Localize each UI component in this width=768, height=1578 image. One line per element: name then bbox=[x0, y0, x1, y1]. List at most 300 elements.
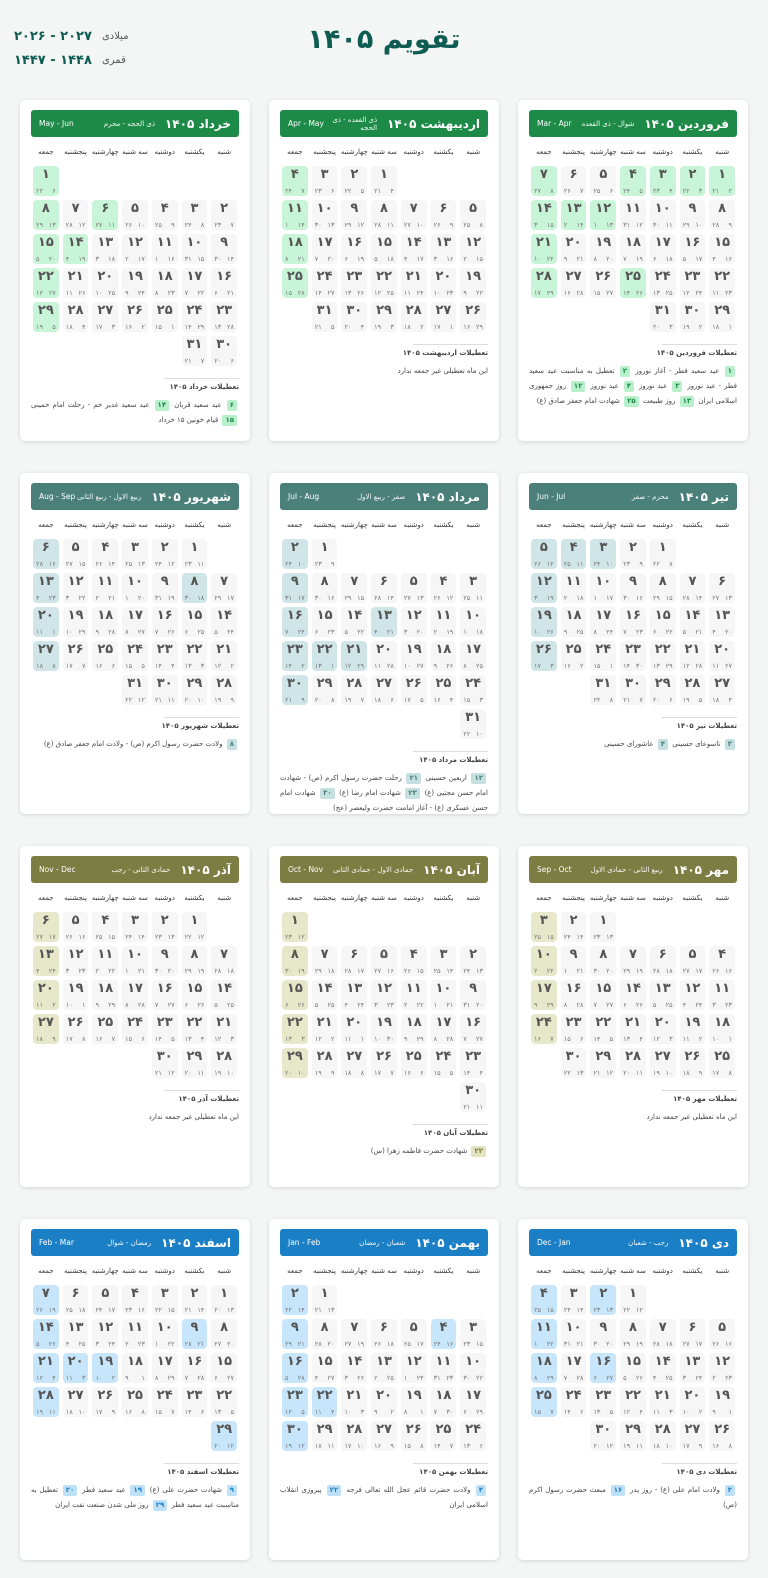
day-cell[interactable] bbox=[182, 607, 208, 637]
day-cell[interactable] bbox=[92, 573, 118, 603]
day-cell[interactable] bbox=[63, 980, 89, 1010]
day-cell[interactable] bbox=[122, 302, 148, 332]
day-cell[interactable] bbox=[92, 539, 118, 569]
day-cell[interactable] bbox=[561, 607, 587, 637]
day-cell[interactable] bbox=[590, 607, 616, 637]
day-cell[interactable] bbox=[680, 675, 706, 705]
day-cell[interactable] bbox=[152, 980, 178, 1010]
day-cell[interactable] bbox=[282, 166, 308, 196]
day-cell[interactable] bbox=[33, 539, 59, 569]
day-cell[interactable] bbox=[341, 302, 367, 332]
day-cell[interactable] bbox=[680, 200, 706, 230]
day-cell[interactable] bbox=[92, 912, 118, 942]
day-cell[interactable] bbox=[152, 1353, 178, 1383]
day-cell[interactable] bbox=[152, 1048, 178, 1078]
day-cell[interactable] bbox=[341, 573, 367, 603]
day-cell[interactable] bbox=[341, 1048, 367, 1078]
day-cell[interactable] bbox=[531, 200, 557, 230]
day-cell[interactable] bbox=[650, 302, 676, 332]
day-cell[interactable] bbox=[63, 573, 89, 603]
day-cell[interactable] bbox=[460, 1387, 486, 1417]
day-cell[interactable] bbox=[182, 268, 208, 298]
day-cell[interactable] bbox=[531, 946, 557, 976]
day-cell[interactable] bbox=[709, 607, 735, 637]
day-cell[interactable] bbox=[590, 1353, 616, 1383]
day-cell[interactable] bbox=[650, 573, 676, 603]
day-cell[interactable] bbox=[401, 607, 427, 637]
day-cell[interactable] bbox=[620, 641, 646, 671]
day-cell[interactable] bbox=[92, 1014, 118, 1044]
day-cell[interactable] bbox=[709, 946, 735, 976]
day-cell[interactable] bbox=[590, 1014, 616, 1044]
day-cell[interactable] bbox=[63, 1387, 89, 1417]
day-cell[interactable] bbox=[211, 980, 237, 1010]
day-cell[interactable] bbox=[282, 573, 308, 603]
day-cell[interactable] bbox=[63, 302, 89, 332]
day-cell[interactable] bbox=[211, 675, 237, 705]
day-cell[interactable] bbox=[312, 539, 338, 569]
day-cell[interactable] bbox=[341, 234, 367, 264]
day-cell[interactable] bbox=[341, 607, 367, 637]
day-cell[interactable] bbox=[620, 234, 646, 264]
day-cell[interactable] bbox=[561, 1048, 587, 1078]
day-cell[interactable] bbox=[92, 1353, 118, 1383]
day-cell[interactable] bbox=[590, 539, 616, 569]
day-cell[interactable] bbox=[152, 912, 178, 942]
day-cell[interactable] bbox=[531, 912, 557, 942]
day-cell[interactable] bbox=[561, 1014, 587, 1044]
day-cell[interactable] bbox=[211, 1319, 237, 1349]
day-cell[interactable] bbox=[282, 1353, 308, 1383]
day-cell[interactable] bbox=[282, 268, 308, 298]
day-cell[interactable] bbox=[341, 980, 367, 1010]
day-cell[interactable] bbox=[282, 1387, 308, 1417]
day-cell[interactable] bbox=[460, 1048, 486, 1078]
day-cell[interactable] bbox=[211, 234, 237, 264]
day-cell[interactable] bbox=[152, 1285, 178, 1315]
day-cell[interactable] bbox=[680, 1353, 706, 1383]
day-cell[interactable] bbox=[182, 1048, 208, 1078]
day-cell[interactable] bbox=[33, 607, 59, 637]
day-cell[interactable] bbox=[152, 1387, 178, 1417]
day-cell[interactable] bbox=[460, 946, 486, 976]
day-cell[interactable] bbox=[152, 641, 178, 671]
day-cell[interactable] bbox=[431, 675, 457, 705]
day-cell[interactable] bbox=[431, 1387, 457, 1417]
day-cell[interactable] bbox=[341, 166, 367, 196]
day-cell[interactable] bbox=[401, 980, 427, 1010]
day-cell[interactable] bbox=[561, 200, 587, 230]
day-cell[interactable] bbox=[282, 675, 308, 705]
day-cell[interactable] bbox=[371, 573, 397, 603]
day-cell[interactable] bbox=[650, 675, 676, 705]
day-cell[interactable] bbox=[312, 268, 338, 298]
day-cell[interactable] bbox=[561, 539, 587, 569]
day-cell[interactable] bbox=[182, 234, 208, 264]
day-cell[interactable] bbox=[401, 1353, 427, 1383]
day-cell[interactable] bbox=[590, 641, 616, 671]
day-cell[interactable] bbox=[341, 946, 367, 976]
day-cell[interactable] bbox=[371, 946, 397, 976]
day-cell[interactable] bbox=[282, 234, 308, 264]
day-cell[interactable] bbox=[122, 1014, 148, 1044]
day-cell[interactable] bbox=[341, 200, 367, 230]
day-cell[interactable] bbox=[709, 1014, 735, 1044]
day-cell[interactable] bbox=[531, 234, 557, 264]
day-cell[interactable] bbox=[63, 912, 89, 942]
day-cell[interactable] bbox=[620, 1014, 646, 1044]
day-cell[interactable] bbox=[680, 980, 706, 1010]
day-cell[interactable] bbox=[122, 912, 148, 942]
day-cell[interactable] bbox=[531, 1285, 557, 1315]
day-cell[interactable] bbox=[92, 607, 118, 637]
day-cell[interactable] bbox=[312, 946, 338, 976]
day-cell[interactable] bbox=[620, 539, 646, 569]
day-cell[interactable] bbox=[460, 1421, 486, 1451]
day-cell[interactable] bbox=[401, 1387, 427, 1417]
day-cell[interactable] bbox=[182, 336, 208, 366]
day-cell[interactable] bbox=[680, 1421, 706, 1451]
day-cell[interactable] bbox=[182, 573, 208, 603]
day-cell[interactable] bbox=[620, 607, 646, 637]
day-cell[interactable] bbox=[371, 1353, 397, 1383]
day-cell[interactable] bbox=[650, 1014, 676, 1044]
day-cell[interactable] bbox=[431, 641, 457, 671]
day-cell[interactable] bbox=[590, 1048, 616, 1078]
day-cell[interactable] bbox=[211, 1048, 237, 1078]
day-cell[interactable] bbox=[282, 946, 308, 976]
day-cell[interactable] bbox=[211, 1285, 237, 1315]
day-cell[interactable] bbox=[63, 1285, 89, 1315]
day-cell[interactable] bbox=[401, 1048, 427, 1078]
day-cell[interactable] bbox=[282, 980, 308, 1010]
day-cell[interactable] bbox=[650, 1421, 676, 1451]
day-cell[interactable] bbox=[341, 268, 367, 298]
day-cell[interactable] bbox=[680, 607, 706, 637]
day-cell[interactable] bbox=[92, 1387, 118, 1417]
day-cell[interactable] bbox=[709, 1387, 735, 1417]
day-cell[interactable] bbox=[401, 946, 427, 976]
day-cell[interactable] bbox=[650, 200, 676, 230]
day-cell[interactable] bbox=[650, 234, 676, 264]
day-cell[interactable] bbox=[371, 234, 397, 264]
day-cell[interactable] bbox=[460, 980, 486, 1010]
day-cell[interactable] bbox=[531, 268, 557, 298]
day-cell[interactable] bbox=[680, 1014, 706, 1044]
day-cell[interactable] bbox=[33, 1353, 59, 1383]
day-cell[interactable] bbox=[312, 641, 338, 671]
day-cell[interactable] bbox=[431, 1421, 457, 1451]
day-cell[interactable] bbox=[531, 1353, 557, 1383]
day-cell[interactable] bbox=[152, 1014, 178, 1044]
day-cell[interactable] bbox=[590, 946, 616, 976]
day-cell[interactable] bbox=[312, 234, 338, 264]
day-cell[interactable] bbox=[92, 200, 118, 230]
day-cell[interactable] bbox=[122, 675, 148, 705]
day-cell[interactable] bbox=[401, 268, 427, 298]
day-cell[interactable] bbox=[709, 675, 735, 705]
day-cell[interactable] bbox=[63, 539, 89, 569]
day-cell[interactable] bbox=[531, 539, 557, 569]
day-cell[interactable] bbox=[211, 302, 237, 332]
day-cell[interactable] bbox=[371, 1014, 397, 1044]
day-cell[interactable] bbox=[531, 166, 557, 196]
day-cell[interactable] bbox=[401, 1421, 427, 1451]
day-cell[interactable] bbox=[312, 166, 338, 196]
day-cell[interactable] bbox=[650, 268, 676, 298]
day-cell[interactable] bbox=[182, 675, 208, 705]
day-cell[interactable] bbox=[590, 268, 616, 298]
day-cell[interactable] bbox=[680, 302, 706, 332]
day-cell[interactable] bbox=[312, 1014, 338, 1044]
day-cell[interactable] bbox=[401, 302, 427, 332]
day-cell[interactable] bbox=[650, 946, 676, 976]
day-cell[interactable] bbox=[620, 1387, 646, 1417]
day-cell[interactable] bbox=[33, 573, 59, 603]
day-cell[interactable] bbox=[680, 234, 706, 264]
day-cell[interactable] bbox=[92, 234, 118, 264]
day-cell[interactable] bbox=[182, 641, 208, 671]
day-cell[interactable] bbox=[371, 1387, 397, 1417]
day-cell[interactable] bbox=[182, 539, 208, 569]
day-cell[interactable] bbox=[312, 573, 338, 603]
day-cell[interactable] bbox=[152, 675, 178, 705]
day-cell[interactable] bbox=[531, 1014, 557, 1044]
day-cell[interactable] bbox=[709, 234, 735, 264]
day-cell[interactable] bbox=[650, 1353, 676, 1383]
day-cell[interactable] bbox=[590, 573, 616, 603]
day-cell[interactable] bbox=[460, 268, 486, 298]
day-cell[interactable] bbox=[401, 573, 427, 603]
day-cell[interactable] bbox=[371, 1421, 397, 1451]
day-cell[interactable] bbox=[680, 1319, 706, 1349]
day-cell[interactable] bbox=[122, 1319, 148, 1349]
day-cell[interactable] bbox=[620, 200, 646, 230]
day-cell[interactable] bbox=[561, 641, 587, 671]
day-cell[interactable] bbox=[312, 302, 338, 332]
day-cell[interactable] bbox=[63, 1014, 89, 1044]
day-cell[interactable] bbox=[211, 641, 237, 671]
day-cell[interactable] bbox=[122, 607, 148, 637]
day-cell[interactable] bbox=[152, 1319, 178, 1349]
day-cell[interactable] bbox=[371, 1319, 397, 1349]
day-cell[interactable] bbox=[33, 1014, 59, 1044]
day-cell[interactable] bbox=[63, 607, 89, 637]
day-cell[interactable] bbox=[341, 675, 367, 705]
day-cell[interactable] bbox=[531, 607, 557, 637]
day-cell[interactable] bbox=[620, 166, 646, 196]
day-cell[interactable] bbox=[371, 268, 397, 298]
day-cell[interactable] bbox=[680, 1387, 706, 1417]
day-cell[interactable] bbox=[709, 302, 735, 332]
day-cell[interactable] bbox=[590, 1285, 616, 1315]
day-cell[interactable] bbox=[33, 268, 59, 298]
day-cell[interactable] bbox=[152, 268, 178, 298]
day-cell[interactable] bbox=[680, 573, 706, 603]
day-cell[interactable] bbox=[460, 1353, 486, 1383]
day-cell[interactable] bbox=[122, 946, 148, 976]
day-cell[interactable] bbox=[312, 980, 338, 1010]
day-cell[interactable] bbox=[650, 539, 676, 569]
day-cell[interactable] bbox=[431, 234, 457, 264]
day-cell[interactable] bbox=[590, 912, 616, 942]
day-cell[interactable] bbox=[650, 607, 676, 637]
day-cell[interactable] bbox=[401, 1319, 427, 1349]
day-cell[interactable] bbox=[620, 1421, 646, 1451]
day-cell[interactable] bbox=[431, 607, 457, 637]
day-cell[interactable] bbox=[431, 1319, 457, 1349]
day-cell[interactable] bbox=[33, 1285, 59, 1315]
day-cell[interactable] bbox=[63, 1319, 89, 1349]
day-cell[interactable] bbox=[152, 607, 178, 637]
day-cell[interactable] bbox=[182, 1387, 208, 1417]
day-cell[interactable] bbox=[709, 980, 735, 1010]
day-cell[interactable] bbox=[152, 946, 178, 976]
day-cell[interactable] bbox=[92, 1285, 118, 1315]
day-cell[interactable] bbox=[341, 641, 367, 671]
day-cell[interactable] bbox=[709, 1353, 735, 1383]
day-cell[interactable] bbox=[152, 200, 178, 230]
day-cell[interactable] bbox=[63, 1353, 89, 1383]
day-cell[interactable] bbox=[460, 607, 486, 637]
day-cell[interactable] bbox=[312, 1319, 338, 1349]
day-cell[interactable] bbox=[590, 675, 616, 705]
day-cell[interactable] bbox=[590, 980, 616, 1010]
day-cell[interactable] bbox=[92, 641, 118, 671]
day-cell[interactable] bbox=[709, 641, 735, 671]
day-cell[interactable] bbox=[561, 234, 587, 264]
day-cell[interactable] bbox=[211, 946, 237, 976]
day-cell[interactable] bbox=[182, 1319, 208, 1349]
day-cell[interactable] bbox=[431, 268, 457, 298]
day-cell[interactable] bbox=[431, 302, 457, 332]
day-cell[interactable] bbox=[709, 1048, 735, 1078]
day-cell[interactable] bbox=[709, 573, 735, 603]
day-cell[interactable] bbox=[63, 234, 89, 264]
day-cell[interactable] bbox=[431, 1014, 457, 1044]
day-cell[interactable] bbox=[33, 166, 59, 196]
day-cell[interactable] bbox=[590, 1319, 616, 1349]
day-cell[interactable] bbox=[63, 268, 89, 298]
day-cell[interactable] bbox=[341, 1319, 367, 1349]
day-cell[interactable] bbox=[312, 1048, 338, 1078]
day-cell[interactable] bbox=[371, 1048, 397, 1078]
day-cell[interactable] bbox=[650, 1387, 676, 1417]
day-cell[interactable] bbox=[282, 1421, 308, 1451]
day-cell[interactable] bbox=[63, 946, 89, 976]
day-cell[interactable] bbox=[33, 1319, 59, 1349]
day-cell[interactable] bbox=[33, 980, 59, 1010]
day-cell[interactable] bbox=[282, 1285, 308, 1315]
day-cell[interactable] bbox=[431, 946, 457, 976]
day-cell[interactable] bbox=[620, 1048, 646, 1078]
day-cell[interactable] bbox=[401, 641, 427, 671]
day-cell[interactable] bbox=[211, 1421, 237, 1451]
day-cell[interactable] bbox=[620, 1319, 646, 1349]
day-cell[interactable] bbox=[371, 641, 397, 671]
day-cell[interactable] bbox=[401, 675, 427, 705]
day-cell[interactable] bbox=[531, 573, 557, 603]
day-cell[interactable] bbox=[211, 1387, 237, 1417]
day-cell[interactable] bbox=[650, 1048, 676, 1078]
day-cell[interactable] bbox=[650, 980, 676, 1010]
day-cell[interactable] bbox=[371, 166, 397, 196]
day-cell[interactable] bbox=[620, 946, 646, 976]
day-cell[interactable] bbox=[182, 912, 208, 942]
day-cell[interactable] bbox=[431, 573, 457, 603]
day-cell[interactable] bbox=[211, 200, 237, 230]
day-cell[interactable] bbox=[371, 607, 397, 637]
day-cell[interactable] bbox=[312, 1387, 338, 1417]
day-cell[interactable] bbox=[341, 1387, 367, 1417]
day-cell[interactable] bbox=[431, 1048, 457, 1078]
day-cell[interactable] bbox=[460, 302, 486, 332]
day-cell[interactable] bbox=[33, 1387, 59, 1417]
day-cell[interactable] bbox=[561, 166, 587, 196]
day-cell[interactable] bbox=[122, 1387, 148, 1417]
day-cell[interactable] bbox=[590, 1387, 616, 1417]
day-cell[interactable] bbox=[620, 1353, 646, 1383]
day-cell[interactable] bbox=[431, 980, 457, 1010]
day-cell[interactable] bbox=[182, 1014, 208, 1044]
day-cell[interactable] bbox=[33, 234, 59, 264]
day-cell[interactable] bbox=[211, 607, 237, 637]
day-cell[interactable] bbox=[561, 573, 587, 603]
day-cell[interactable] bbox=[312, 200, 338, 230]
day-cell[interactable] bbox=[620, 573, 646, 603]
day-cell[interactable] bbox=[312, 607, 338, 637]
day-cell[interactable] bbox=[709, 1421, 735, 1451]
day-cell[interactable] bbox=[709, 166, 735, 196]
day-cell[interactable] bbox=[650, 1319, 676, 1349]
day-cell[interactable] bbox=[709, 200, 735, 230]
day-cell[interactable] bbox=[460, 200, 486, 230]
day-cell[interactable] bbox=[431, 200, 457, 230]
day-cell[interactable] bbox=[122, 234, 148, 264]
day-cell[interactable] bbox=[460, 1014, 486, 1044]
day-cell[interactable] bbox=[211, 1353, 237, 1383]
day-cell[interactable] bbox=[122, 1353, 148, 1383]
day-cell[interactable] bbox=[620, 980, 646, 1010]
day-cell[interactable] bbox=[650, 641, 676, 671]
day-cell[interactable] bbox=[122, 641, 148, 671]
day-cell[interactable] bbox=[620, 268, 646, 298]
day-cell[interactable] bbox=[122, 268, 148, 298]
day-cell[interactable] bbox=[371, 980, 397, 1010]
day-cell[interactable] bbox=[561, 980, 587, 1010]
day-cell[interactable] bbox=[650, 166, 676, 196]
day-cell[interactable] bbox=[401, 200, 427, 230]
day-cell[interactable] bbox=[122, 980, 148, 1010]
day-cell[interactable] bbox=[63, 641, 89, 671]
day-cell[interactable] bbox=[152, 539, 178, 569]
day-cell[interactable] bbox=[152, 302, 178, 332]
day-cell[interactable] bbox=[182, 302, 208, 332]
day-cell[interactable] bbox=[709, 268, 735, 298]
day-cell[interactable] bbox=[590, 166, 616, 196]
day-cell[interactable] bbox=[590, 200, 616, 230]
day-cell[interactable] bbox=[211, 573, 237, 603]
day-cell[interactable] bbox=[401, 234, 427, 264]
day-cell[interactable] bbox=[680, 641, 706, 671]
day-cell[interactable] bbox=[122, 1285, 148, 1315]
day-cell[interactable] bbox=[620, 1285, 646, 1315]
day-cell[interactable] bbox=[312, 1285, 338, 1315]
day-cell[interactable] bbox=[33, 641, 59, 671]
day-cell[interactable] bbox=[341, 1014, 367, 1044]
day-cell[interactable] bbox=[312, 675, 338, 705]
day-cell[interactable] bbox=[33, 302, 59, 332]
